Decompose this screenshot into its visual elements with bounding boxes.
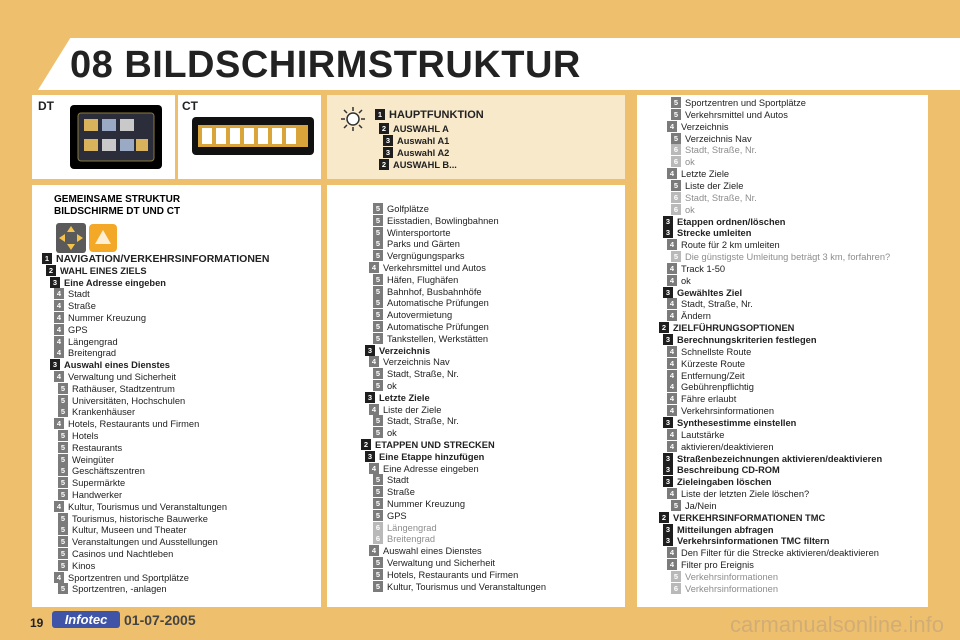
level-badge: 5 bbox=[373, 227, 383, 238]
item-label: Bahnhof, Busbahnhöfe bbox=[387, 286, 482, 297]
level-badge: 3 bbox=[383, 147, 393, 158]
level-badge: 4 bbox=[667, 168, 677, 179]
ct-screen-image bbox=[192, 117, 314, 155]
item-label: Kultur, Tourismus und Veranstaltungen bbox=[387, 581, 547, 592]
level-badge: 4 bbox=[667, 121, 677, 132]
level-badge: 4 bbox=[667, 275, 677, 286]
level-badge: 4 bbox=[667, 239, 677, 250]
level-badge: 2 bbox=[659, 322, 669, 333]
level-badge: 5 bbox=[671, 500, 681, 511]
navigation-map-icon bbox=[89, 224, 117, 252]
item-label: Auswahl eines Dienstes bbox=[383, 546, 482, 557]
item-label: Universitäten, Hochschulen bbox=[72, 395, 186, 406]
level-badge: 4 bbox=[54, 418, 64, 429]
level-badge: 4 bbox=[369, 404, 379, 415]
footer-date: 01-07-2005 bbox=[124, 612, 196, 628]
ct-panel bbox=[178, 95, 321, 179]
level-badge: 4 bbox=[667, 370, 677, 381]
common-structure-heading bbox=[54, 194, 180, 218]
level-badge: 5 bbox=[373, 274, 383, 285]
item-label: Kultur, Museen und Theater bbox=[72, 525, 187, 536]
item-label: Verkehrsinformationen bbox=[681, 406, 775, 417]
item-label: Mitteilungen abfragen bbox=[677, 524, 774, 535]
item-label: ok bbox=[685, 204, 695, 215]
panel-middle bbox=[327, 185, 625, 607]
level-badge: 5 bbox=[373, 415, 383, 426]
level-badge: 5 bbox=[58, 454, 68, 465]
level-badge: 5 bbox=[373, 238, 383, 249]
item-label: Längengrad bbox=[68, 336, 118, 347]
level-badge: 3 bbox=[663, 476, 673, 487]
level-badge: 5 bbox=[58, 430, 68, 441]
item-label: Veranstaltungen und Ausstellungen bbox=[72, 537, 218, 548]
item-label: Hotels bbox=[72, 431, 99, 441]
item-label: Auswahl A2 bbox=[397, 148, 450, 158]
level-badge: 5 bbox=[373, 510, 383, 521]
level-badge: 5 bbox=[373, 474, 383, 485]
item-label: Liste der letzten Ziele löschen? bbox=[681, 489, 810, 500]
item-label: Etappen ordnen/löschen bbox=[677, 216, 786, 227]
level-badge: 5 bbox=[58, 536, 68, 547]
item-label: Kürzeste Route bbox=[681, 358, 746, 369]
item-label: Straßenbezeichnungen aktivieren/deaktivieren bbox=[677, 453, 883, 464]
item-label: Synthesestimme einstellen bbox=[677, 417, 797, 428]
level-badge: 2 bbox=[379, 159, 389, 170]
item-label: Casinos und Nachtleben bbox=[72, 549, 174, 559]
level-badge: 1 bbox=[42, 253, 52, 264]
item-label: Verkehrsinformationen TMC filtern bbox=[677, 536, 830, 547]
item-label: Längengrad bbox=[387, 522, 437, 533]
level-badge: 3 bbox=[383, 135, 393, 146]
item-label: Restaurants bbox=[72, 442, 123, 453]
level-badge: 5 bbox=[373, 569, 383, 580]
level-badge: 5 bbox=[58, 395, 68, 406]
item-label: Tankstellen, Werkstätten bbox=[387, 333, 489, 344]
level-badge: 4 bbox=[54, 336, 64, 347]
item-label: Ändern bbox=[681, 311, 711, 322]
level-badge: 4 bbox=[369, 545, 379, 556]
item-label: Vergnügungsparks bbox=[387, 251, 465, 262]
hauptfunktion-legend bbox=[327, 95, 625, 179]
item-label: VERKEHRSINFORMATIONEN TMC bbox=[673, 512, 826, 523]
item-label: AUSWAHL B... bbox=[393, 160, 457, 170]
item-label: Stadt, Straße, Nr. bbox=[685, 192, 757, 203]
level-badge: 4 bbox=[54, 501, 64, 512]
level-badge: 4 bbox=[667, 488, 677, 499]
item-label: Autovermietung bbox=[387, 310, 453, 321]
item-label: Nummer Kreuzung bbox=[68, 313, 147, 323]
item-label: Gebührenpflichtig bbox=[681, 382, 754, 393]
level-badge: 2 bbox=[46, 265, 56, 276]
item-label: Verzeichnis bbox=[379, 345, 431, 356]
item-label: Strecke umleiten bbox=[677, 228, 752, 239]
level-badge: 4 bbox=[667, 346, 677, 357]
level-badge: 3 bbox=[663, 227, 673, 238]
dt-panel bbox=[32, 95, 175, 179]
item-label: Eine Adresse eingeben bbox=[383, 463, 479, 474]
level-badge: 6 bbox=[671, 192, 681, 203]
level-badge: 5 bbox=[373, 321, 383, 332]
level-badge: 5 bbox=[58, 489, 68, 500]
item-label: Automatische Prüfungen bbox=[387, 298, 489, 309]
item-label: Filter pro Ereignis bbox=[681, 560, 754, 571]
level-badge: 3 bbox=[365, 392, 375, 403]
level-badge: 5 bbox=[58, 513, 68, 524]
item-label: GPS bbox=[68, 324, 88, 335]
level-badge: 6 bbox=[671, 156, 681, 167]
item-label: Verkehrsinformationen bbox=[685, 572, 779, 582]
level-badge: 3 bbox=[365, 451, 375, 462]
level-badge: 5 bbox=[671, 180, 681, 191]
level-badge: 5 bbox=[58, 465, 68, 476]
level-badge: 5 bbox=[58, 583, 68, 594]
item-label: ok bbox=[685, 157, 695, 168]
level-badge: 4 bbox=[54, 347, 64, 358]
item-label: Parks und Gärten bbox=[387, 239, 460, 250]
item-label: Häfen, Flughäfen bbox=[387, 274, 459, 285]
item-label: WAHL EINES ZIELS bbox=[60, 265, 147, 276]
level-badge: 4 bbox=[667, 393, 677, 404]
panel-right bbox=[637, 95, 928, 607]
level-badge: 4 bbox=[667, 441, 677, 452]
level-badge: 5 bbox=[373, 557, 383, 568]
level-badge: 4 bbox=[369, 262, 379, 273]
item-label: NAVIGATION/VERKEHRSINFORMATIONEN bbox=[56, 253, 270, 265]
item-label: Breitengrad bbox=[68, 348, 117, 359]
item-label: Liste der Ziele bbox=[383, 404, 442, 415]
level-badge: 5 bbox=[58, 383, 68, 394]
item-label: ok bbox=[387, 428, 397, 439]
level-badge: 4 bbox=[54, 312, 64, 323]
level-badge: 3 bbox=[663, 535, 673, 546]
item-label: Verzeichnis Nav bbox=[383, 357, 450, 368]
item-label: Auswahl A1 bbox=[397, 136, 450, 146]
item-label: Straße bbox=[387, 487, 415, 498]
level-badge: 4 bbox=[667, 358, 677, 369]
level-badge: 3 bbox=[663, 334, 673, 345]
level-badge: 6 bbox=[671, 144, 681, 155]
level-badge: 5 bbox=[58, 560, 68, 571]
item-label: Entfernung/Zeit bbox=[681, 370, 745, 381]
item-label: Wintersportorte bbox=[387, 227, 451, 238]
level-badge: 6 bbox=[671, 583, 681, 594]
item-label: Stadt, Straße, Nr. bbox=[387, 416, 459, 427]
panel-left bbox=[32, 185, 321, 607]
level-badge: 2 bbox=[379, 123, 389, 134]
item-label: Verzeichnis Nav bbox=[685, 133, 752, 144]
level-badge: 2 bbox=[659, 512, 669, 523]
level-badge: 3 bbox=[663, 216, 673, 227]
level-badge: 5 bbox=[373, 215, 383, 226]
level-badge: 5 bbox=[671, 133, 681, 144]
watermark: carmanualsonline.info bbox=[729, 612, 944, 637]
level-badge: 5 bbox=[373, 581, 383, 592]
level-badge: 6 bbox=[373, 522, 383, 533]
item-label: Auswahl eines Dienstes bbox=[64, 360, 170, 371]
level-badge: 4 bbox=[667, 263, 677, 274]
item-label: Eisstadien, Bowlingbahnen bbox=[387, 215, 499, 226]
item-label: Stadt, Straße, Nr. bbox=[685, 145, 757, 156]
item-label: Sportzentren, -anlagen bbox=[72, 584, 167, 595]
item-label: Verzeichnis bbox=[681, 121, 729, 132]
item-label: Ja/Nein bbox=[685, 500, 717, 511]
level-badge: 5 bbox=[373, 380, 383, 391]
item-label: Nummer Kreuzung bbox=[387, 499, 466, 509]
level-badge: 5 bbox=[373, 203, 383, 214]
item-label: Berechnungskriterien festlegen bbox=[677, 335, 817, 345]
level-badge: 4 bbox=[54, 572, 64, 583]
item-label: aktivieren/deaktivieren bbox=[681, 441, 774, 452]
level-badge: 4 bbox=[667, 405, 677, 416]
level-badge: 3 bbox=[663, 453, 673, 464]
dt-screen-image bbox=[70, 105, 162, 169]
item-label: Weingüter bbox=[72, 454, 115, 465]
item-label: Verwaltung und Sicherheit bbox=[68, 372, 177, 382]
item-label: ZIELFÜHRUNGSOPTIONEN bbox=[673, 323, 795, 334]
item-label: ok bbox=[387, 381, 397, 391]
item-label: Handwerker bbox=[72, 490, 123, 500]
navigation-arrows-icon bbox=[56, 223, 86, 253]
common-heading-line1: GEMEINSAME STRUKTUR bbox=[54, 194, 181, 205]
item-label: Kultur, Tourismus und Veranstaltungen bbox=[68, 501, 228, 512]
level-badge: 5 bbox=[373, 498, 383, 509]
level-badge: 5 bbox=[373, 286, 383, 297]
item-label: Eine Adresse eingeben bbox=[64, 277, 166, 288]
level-badge: 4 bbox=[667, 547, 677, 558]
level-badge: 6 bbox=[671, 204, 681, 215]
dt-menu-icons bbox=[70, 105, 162, 169]
item-label: Letzte Ziele bbox=[681, 169, 730, 180]
item-label: ok bbox=[681, 275, 691, 286]
item-label: Verkehrsmittel und Autos bbox=[383, 263, 486, 273]
level-badge: 5 bbox=[373, 486, 383, 497]
level-badge: 4 bbox=[667, 298, 677, 309]
page-title: 08 BILDSCHIRMSTRUKTUR bbox=[70, 44, 581, 86]
level-badge: 5 bbox=[373, 333, 383, 344]
item-label: Track 1-50 bbox=[681, 263, 726, 274]
level-badge: 4 bbox=[369, 463, 379, 474]
item-label: Verkehrsmittel und Autos bbox=[685, 109, 788, 120]
item-label: Breitengrad bbox=[387, 534, 436, 545]
level-badge: 5 bbox=[373, 368, 383, 379]
item-label: Beschreibung CD-ROM bbox=[677, 465, 780, 476]
level-badge: 5 bbox=[373, 309, 383, 320]
light-bulb-icon bbox=[341, 107, 365, 131]
item-label: Sportzentren und Sportplätze bbox=[68, 572, 189, 583]
item-label: Rathäuser, Stadtzentrum bbox=[72, 383, 175, 394]
level-badge: 1 bbox=[375, 109, 385, 120]
level-badge: 3 bbox=[663, 524, 673, 535]
item-label: AUSWAHL A bbox=[393, 124, 449, 134]
item-label: Verwaltung und Sicherheit bbox=[387, 558, 496, 568]
item-label: Verkehrsinformationen bbox=[685, 583, 779, 594]
ct-menu-icons bbox=[192, 117, 314, 155]
item-label: Lautstärke bbox=[681, 429, 725, 440]
level-badge: 2 bbox=[361, 439, 371, 450]
ct-label: CT bbox=[182, 99, 198, 113]
item-label: Schnellste Route bbox=[681, 346, 752, 357]
level-badge: 5 bbox=[671, 97, 681, 108]
item-label: Eine Etappe hinzufügen bbox=[379, 451, 485, 462]
item-label: Liste der Ziele bbox=[685, 180, 744, 191]
common-heading-line2: BILDSCHIRME DT UND CT bbox=[54, 206, 181, 217]
item-label: Straße bbox=[68, 301, 96, 312]
level-badge: 5 bbox=[58, 442, 68, 453]
item-label: Den Filter für die Strecke aktivieren/deaktivieren bbox=[681, 548, 879, 559]
level-badge: 5 bbox=[671, 109, 681, 120]
level-badge: 5 bbox=[58, 477, 68, 488]
item-label: Automatische Prüfungen bbox=[387, 322, 489, 332]
level-badge: 5 bbox=[58, 406, 68, 417]
dt-label: DT bbox=[38, 99, 54, 113]
level-badge: 5 bbox=[373, 297, 383, 308]
item-label: Gewähltes Ziel bbox=[677, 287, 743, 298]
page-number: 19 bbox=[30, 616, 44, 630]
item-label: Krankenhäuser bbox=[72, 407, 136, 418]
item-label: Fähre erlaubt bbox=[681, 394, 737, 405]
level-badge: 6 bbox=[373, 533, 383, 544]
level-badge: 3 bbox=[663, 287, 673, 298]
item-label: HAUPTFUNKTION bbox=[389, 109, 484, 121]
item-label: Tourismus, historische Bauwerke bbox=[72, 513, 208, 524]
level-badge: 5 bbox=[671, 571, 681, 582]
item-label: Hotels, Restaurants und Firmen bbox=[387, 569, 519, 580]
level-badge: 4 bbox=[54, 371, 64, 382]
item-label: GPS bbox=[387, 510, 407, 521]
level-badge: 5 bbox=[671, 251, 681, 262]
level-badge: 4 bbox=[54, 300, 64, 311]
level-badge: 4 bbox=[369, 356, 379, 367]
item-label: Stadt, Straße, Nr. bbox=[681, 299, 753, 310]
item-label: Zieleingaben löschen bbox=[677, 477, 772, 488]
level-badge: 4 bbox=[54, 324, 64, 335]
level-badge: 5 bbox=[373, 250, 383, 261]
level-badge: 4 bbox=[54, 288, 64, 299]
level-badge: 4 bbox=[667, 310, 677, 321]
item-label: ETAPPEN UND STRECKEN bbox=[375, 440, 495, 450]
item-label: Geschäftszentren bbox=[72, 466, 145, 477]
item-label: Supermärkte bbox=[72, 478, 126, 489]
item-label: Hotels, Restaurants und Firmen bbox=[68, 419, 200, 430]
level-badge: 3 bbox=[50, 359, 60, 370]
level-badge: 4 bbox=[667, 381, 677, 392]
item-label: Stadt, Straße, Nr. bbox=[387, 369, 459, 380]
item-label: Golfplätze bbox=[387, 204, 429, 214]
level-badge: 3 bbox=[365, 345, 375, 356]
level-badge: 3 bbox=[663, 417, 673, 428]
item-label: Letzte Ziele bbox=[379, 392, 430, 403]
item-label: Route für 2 km umleiten bbox=[681, 240, 780, 251]
level-badge: 5 bbox=[373, 427, 383, 438]
level-badge: 3 bbox=[50, 277, 60, 288]
item-label: Stadt bbox=[387, 475, 409, 486]
item-label: Stadt bbox=[68, 289, 90, 300]
infotec-logo: Infotec bbox=[52, 611, 120, 628]
level-badge: 4 bbox=[667, 559, 677, 570]
level-badge: 3 bbox=[663, 464, 673, 475]
level-badge: 5 bbox=[58, 524, 68, 535]
item-label: Kinos bbox=[72, 560, 96, 571]
level-badge: 4 bbox=[667, 429, 677, 440]
item-label: Sportzentren und Sportplätze bbox=[685, 98, 806, 108]
level-badge: 5 bbox=[58, 548, 68, 559]
item-label: Die günstigste Umleitung beträgt 3 km, forfahren? bbox=[685, 252, 891, 263]
